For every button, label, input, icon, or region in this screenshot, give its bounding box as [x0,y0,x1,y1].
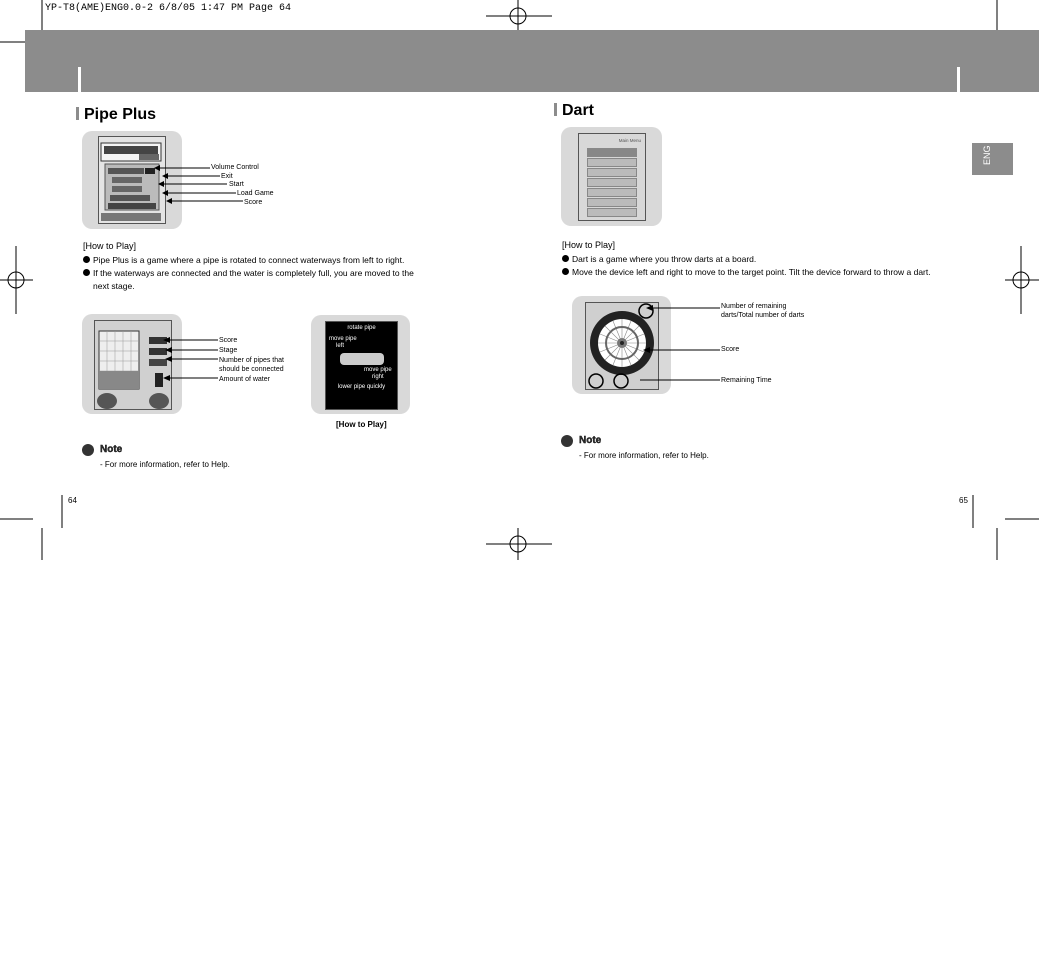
menu-row [587,168,637,177]
header-notch-left [78,67,81,92]
callout-amount-of-water: Amount of water [219,376,270,383]
language-tab [972,143,1013,175]
menu-row [587,188,637,197]
instruction-item: Move the device left and right to move to the target point. Tilt the device forward to throw a dart. [562,266,982,279]
pipe-plus-controls-panel [311,315,410,414]
how-to-play-heading: [How to Play] [83,241,137,251]
header-notch-right [957,67,960,92]
screen2-callout-arrows [160,336,220,386]
callout-score: Score [244,199,263,206]
menu-row [587,178,637,187]
control-move-right: move pipe [364,367,392,373]
instruction-item: If the waterways are connected and the water is completely full, you are moved to the [83,267,483,280]
section-title-text: Dart [562,102,595,119]
header-bar [25,30,1039,92]
pipe-plus-instructions [83,254,483,293]
callout-pipes-needed: Number of pipes that [219,357,284,364]
section-title-pipe-plus [76,106,156,124]
note-text: - For more information, refer to Help. [100,460,230,469]
callout-remaining-time: Remaining Time [721,377,772,384]
callout-score: Score [721,346,740,353]
note-icon [82,444,94,456]
control-move-right-cont: right [372,374,384,380]
callout-score: Score [219,337,238,344]
menu-row [587,158,637,167]
menu-row [587,148,637,157]
dart-menu-screen [578,133,646,221]
callout-exit: Exit [221,173,233,180]
instruction-continuation: next stage. [93,281,135,291]
device-button-graphic [340,353,384,365]
callout-start: Start [229,181,244,188]
controls-caption: [How to Play] [336,420,387,429]
title-marker [76,107,79,120]
section-title-dart [554,102,594,120]
menu-row [587,198,637,207]
how-to-play-heading: [How to Play] [562,240,616,250]
page-number-left: 64 [68,496,77,505]
language-tab-label: ENG [982,145,992,165]
print-header: YP-T8(AME)ENG0.0-2 6/8/05 1:47 PM Page 64 [45,3,292,14]
callout-stage: Stage [219,347,238,354]
control-lower-pipe: lower pipe quickly [337,384,386,390]
pipe-plus-controls-screen [325,321,398,410]
dart-instructions [562,253,982,279]
note-heading: Note [579,435,602,446]
instruction-item: Pipe Plus is a game where a pipe is rotated to connect waterways from left to right. [83,254,483,267]
control-move-left-cont: left [336,343,345,349]
instruction-item: Dart is a game where you throw darts at a board. [562,253,982,266]
callout-volume-control: Volume Control [211,164,259,171]
menu-title: Main Menu [618,138,641,143]
callout-remaining-darts: Number of remaining [721,303,787,310]
callout-total-darts: darts/Total number of darts [721,312,805,319]
menu-row [587,208,637,217]
control-rotate-pipe: rotate pipe [347,325,376,331]
page-number-right: 65 [959,496,968,505]
callout-load-game: Load Game [237,190,274,197]
control-move-left: move pipe [329,336,357,342]
dart-callout-arrows [640,300,725,390]
note-icon [561,435,573,447]
callout-pipes-needed-cont: should be connected [219,366,284,373]
section-title-text: Pipe Plus [84,106,157,123]
dart-menu-panel [561,127,662,226]
note-text: - For more information, refer to Help. [579,451,709,460]
title-marker [554,103,557,116]
note-heading: Note [100,444,123,455]
